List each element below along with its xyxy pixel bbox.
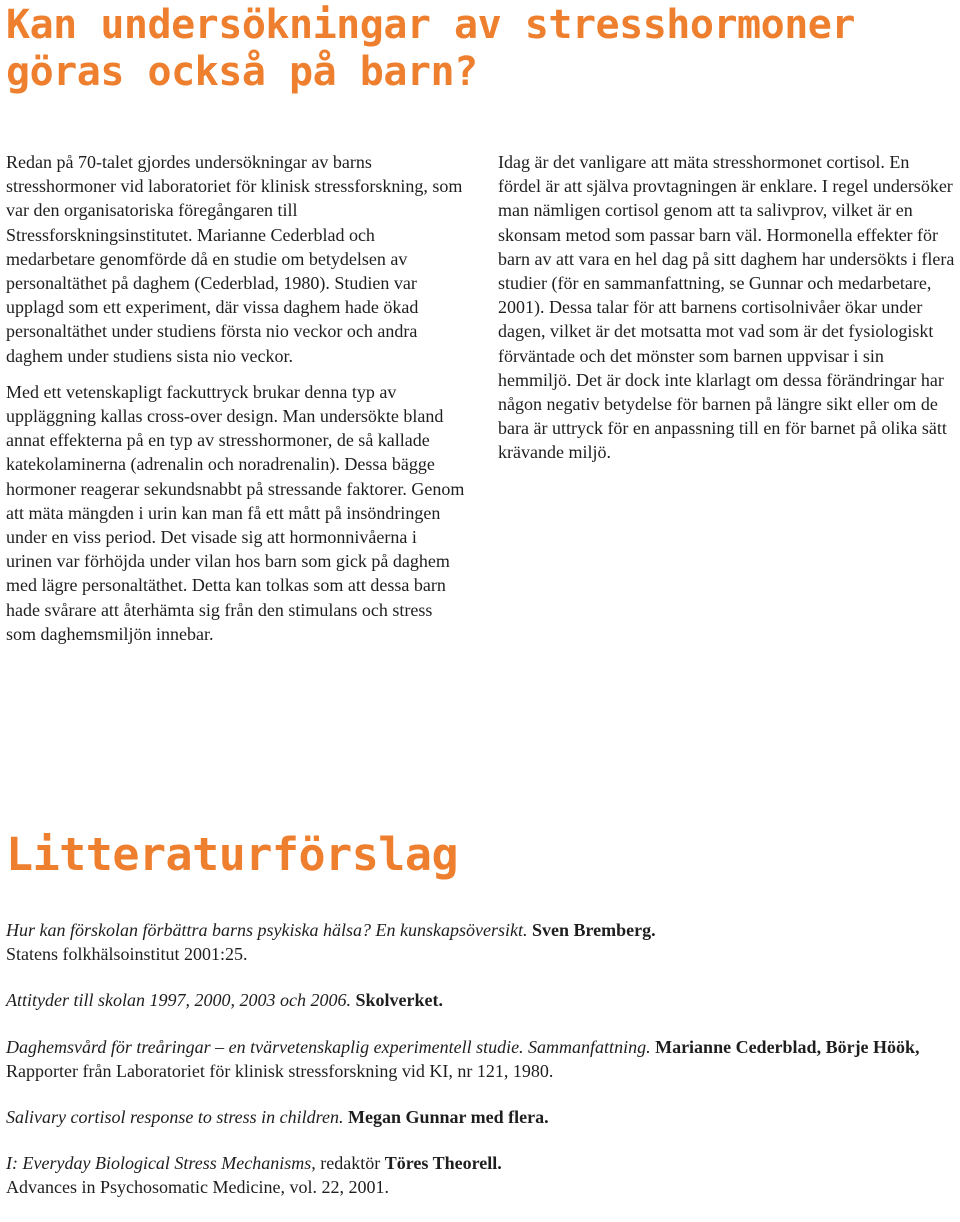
reference-title: Salivary cortisol response to stress in children. [6, 1107, 344, 1128]
right-column [498, 150, 955, 465]
reference-list [6, 918, 956, 1222]
reference-title: Attityder till skolan 1997, 2000, 2003 och 2006. [6, 990, 351, 1011]
body-paragraph: Med ett vetenskapligt fackuttryck brukar denna typ av uppläggning kallas cross-over design. Man undersökte bland annat effekterna på en typ av stresshormoner, de så kallade katekolaminerna (adrenalin och noradrenalin). Dessa bägge hormoner reagerar sekundsnabbt på stressande faktorer. Genom att mäta mängden i urin kan man få ett mått på insöndringen under en viss period. Det visade sig att hormonnivåerna i urinen var förhöjda under vilan hos barn som gick på daghem med lägre personaltäthet. Detta kan tolkas som att dessa barn hade svårare att återhämta sig från den stimulans och stress som daghemsmiljön innebar. [6, 381, 465, 644]
reference-item [6, 988, 956, 1012]
reference-authors: Sven Bremberg. [531, 920, 656, 940]
reference-title: I: Everyday Biological Stress Mechanisms, [6, 1153, 316, 1174]
reference-item [6, 1105, 956, 1129]
reference-item [6, 1035, 956, 1083]
body-paragraph: Redan på 70-talet gjordes undersökningar av barns stresshormoner vid laboratoriet för klinisk stressforskning, som var den organisatoriska föregångaren till Stressforskningsinstitutet. Marianne Cederblad och medarbetare genomförde då en studie om betydelsen av personaltäthet på daghem (Cederblad, 1980). Studien var upplagd som ett experiment, där vissa daghem hade ökad personaltäthet under studiens första nio veckor och andra daghem under studiens sista nio veckor. [6, 152, 463, 366]
reference-authors: Marianne Cederblad, Börje Höök, [655, 1036, 920, 1057]
reference-authors: Megan Gunnar med flera. [347, 1107, 549, 1128]
reference-details: Rapporter från Laboratoriet för klinisk stressforskning vid KI, nr 121, 1980. [6, 1060, 554, 1081]
body-paragraph: Idag är det vanligare att mäta stresshormonet cortisol. En fördel är att själva provtagningen är enklare. I regel undersöker man nämligen cortisol genom att ta salivprov, vilket är en skonsam metod som passar barn väl. Hormonella effekter för barn av att vara en hel dag på sitt daghem har undersökts i flera studier (för en sammanfattning, se Gunnar och medarbetare, 2001). Dessa talar för att barnens cortisolnivåer ökar under dagen, vilket är det motsatta mot vad som är det fysiologiskt förväntade och det mönster som barnen uppvisar i sin hemmiljö. Det är dock inte klarlagt om dessa förändringar har någon negativ betydelse för barnen på längre sikt eller om de bara är uttryck för en anpassning till en för barnet på olika sätt krävande miljö. [498, 152, 955, 463]
reference-title: Daghemsvård för treåringar – en tvärvetenskaplig experimentell studie. Sammanfattning. [6, 1036, 651, 1057]
section-heading-literature: Litteraturförslag [6, 828, 459, 881]
page-title: Kan undersökningar av stresshormoner göras också på barn? [6, 2, 855, 95]
reference-item [6, 1151, 956, 1199]
reference-authors: Skolverket. [355, 990, 443, 1011]
reference-details: Statens folkhälsoinstitut 2001:25. [6, 944, 248, 965]
reference-editor-prefix: redaktör [320, 1153, 381, 1174]
left-column [6, 150, 466, 646]
reference-title: Hur kan förskolan förbättra barns psykiska hälsa? En kunskapsöversikt. [6, 920, 528, 940]
reference-authors: Töres Theorell. [384, 1153, 502, 1174]
reference-details: Advances in Psychosomatic Medicine, vol. 22, 2001. [6, 1177, 389, 1198]
reference-item [6, 918, 956, 966]
